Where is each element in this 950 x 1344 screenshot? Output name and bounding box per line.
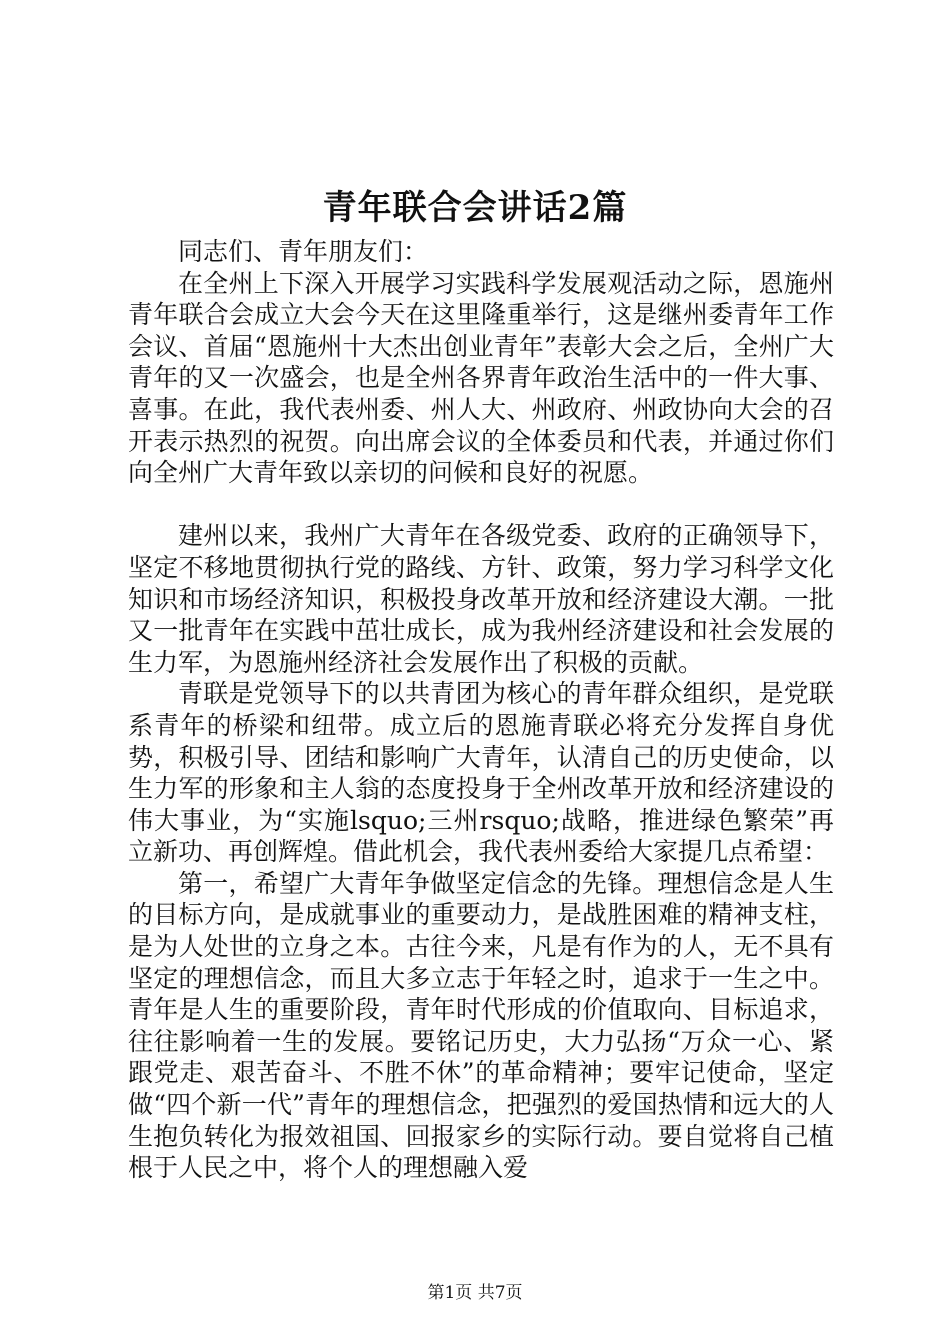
document-title: 青年联合会讲话2篇 (322, 188, 628, 228)
body-paragraph: 在全州上下深入开展学习实践科学发展观活动之际，恩施州青年联合会成立大会今天在这里隆重举行，这是继州委青年工作会议、首届“恩施州十大杰出创业青年”表彰大会之后，全州广大青年的又一次盛会，也是全州各界青年政治生活中的一件大事、喜事。在此，我代表州委、州人大、州政府、州政协向大会的召开表示热烈的祝贺。向出席会议的全体委员和代表，并通过你们向全州广大青年致以亲切的问候和良好的祝愿。 (128, 268, 834, 488)
body-paragraph: 青联是党领导下的以共青团为核心的青年群众组织，是党联系青年的桥梁和纽带。成立后的恩施青联必将充分发挥自身优势，积极引导、团结和影响广大青年，认清自己的历史使命，以生力军的形象和主人翁的态度投身于全州改革开放和经济建设的伟大事业，为“实施lsquo;三州rsquo;战略，推进绿色繁荣”再立新功、再创辉煌。借此机会，我代表州委给大家提几点希望： (128, 679, 834, 867)
page-number-footer: 第1页 共7页 (427, 1283, 523, 1303)
document-body (128, 236, 834, 1184)
body-paragraph: 建州以来，我州广大青年在各级党委、政府的正确领导下，坚定不移地贯彻执行党的路线、方针、政策，努力学习科学文化知识和市场经济知识，积极投身改革开放和经济建设大潮。一批又一批青年在实践中茁壮成长，成为我州经济建设和社会发展的生力军，为恩施州经济社会发展作出了积极的贡献。 (128, 521, 834, 677)
salutation-paragraph: 同志们、青年朋友们： (178, 237, 429, 266)
body-paragraph: 第一，希望广大青年争做坚定信念的先锋。理想信念是人生的目标方向，是成就事业的重要动力，是战胜困难的精神支柱，是为人处世的立身之本。古往今来，凡是有作为的人，无不具有坚定的理想信念，而且大多立志于年轻之时，追求于一生之中。青年是人生的重要阶段，青年时代形成的价值取向、目标追求，往往影响着一生的发展。要铭记历史，大力弘扬“万众一心、紧跟党走、艰苦奋斗、不胜不休”的革命精神；要牢记使命，坚定做“四个新一代”青年的理想信念，把强烈的爱国热情和远大的人生抱负转化为报效祖国、回报家乡的实际行动。要自觉将自己植根于人民之中，将个人的理想融入爱 (128, 868, 834, 1183)
